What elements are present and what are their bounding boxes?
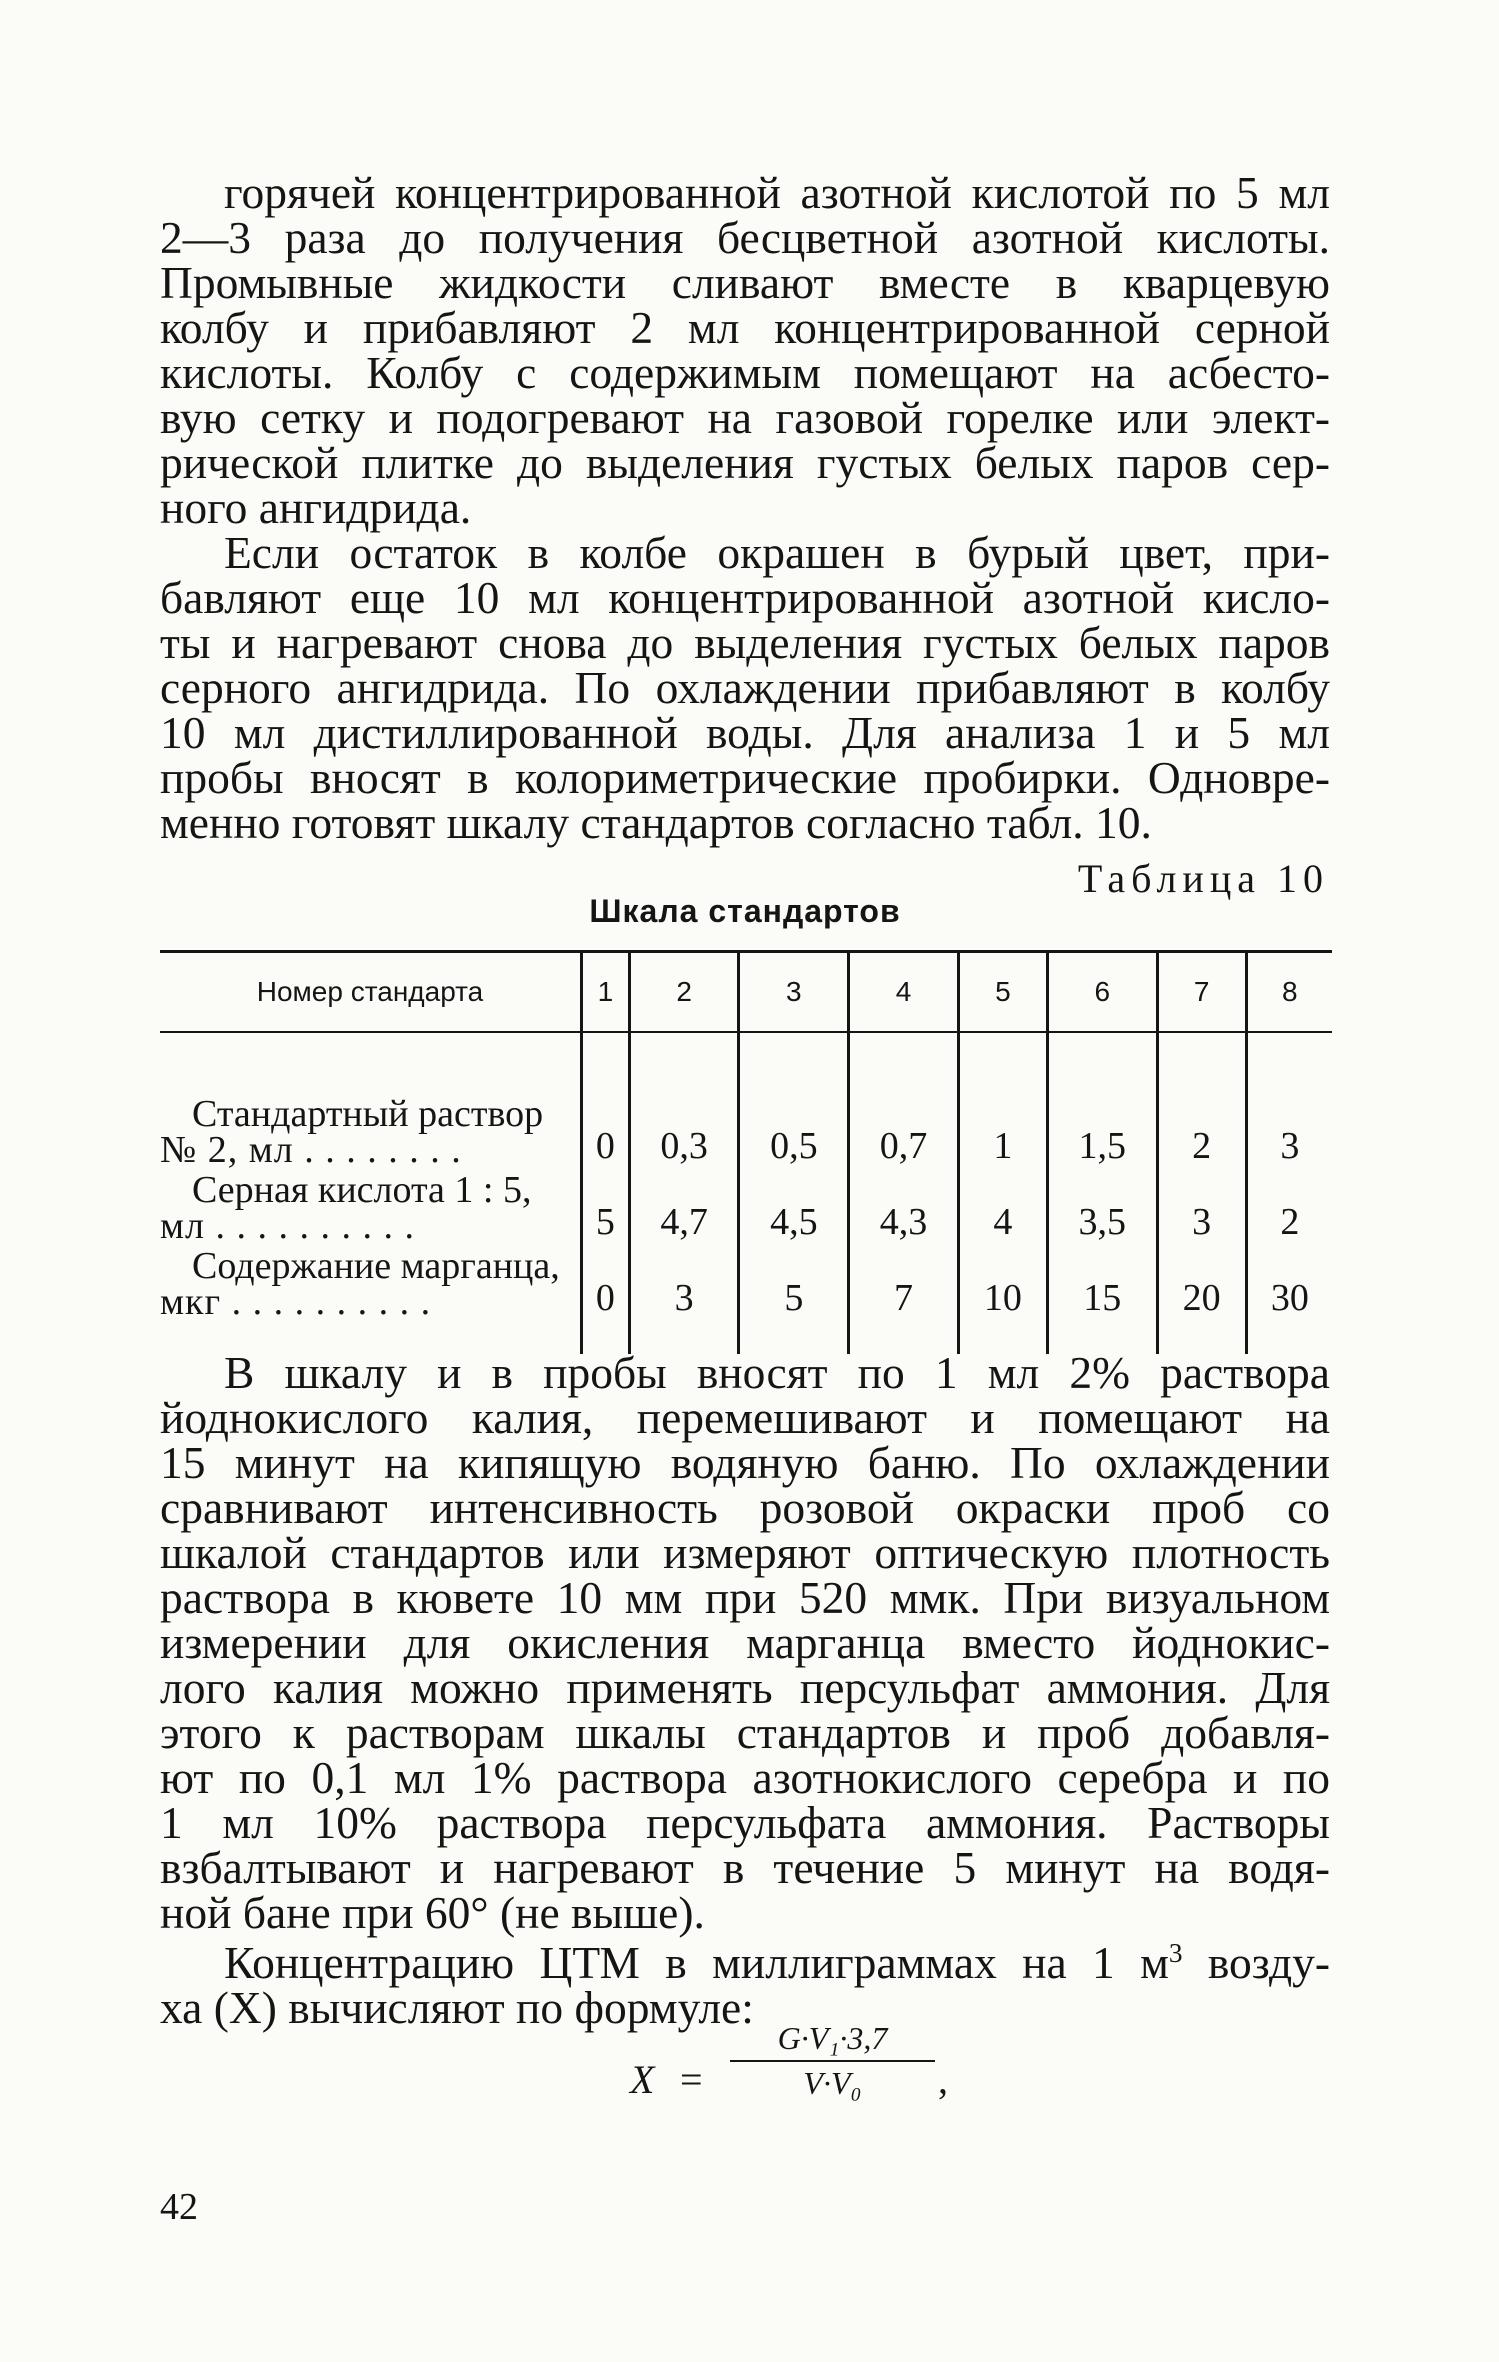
row-label — [160, 1244, 582, 1324]
text-line: ты и нагревают снова до выделения густых белых паров — [160, 617, 1330, 668]
table-header-col: 2 — [629, 952, 739, 1032]
table-header-col: 6 — [1047, 952, 1157, 1032]
table-cell: 3 — [1157, 1172, 1246, 1248]
row-label-line: мкг . . . . . . . . . . — [160, 1280, 432, 1323]
text-line: 2—3 раза до получения бесцветной азотной кислоты. — [160, 212, 1330, 263]
text-line — [160, 1937, 1330, 1988]
table-cell: 1 — [958, 1032, 1047, 1172]
page-number: 42 — [160, 2186, 198, 2228]
table-header-col: 3 — [739, 952, 849, 1032]
table-cell: 20 — [1157, 1248, 1246, 1324]
table-cell: 15 — [1047, 1248, 1157, 1324]
text-line: ха (X) вычисляют по формуле: — [160, 1982, 754, 2033]
text-line: измерении для окисления марганца вместо йоднокис- — [160, 1617, 1330, 1668]
row-label-line: № 2, мл . . . . . . . . — [160, 1128, 462, 1171]
table-header-row — [160, 952, 1332, 1032]
text-line: Если остаток в колбе окрашен в бурый цвет, при- — [224, 527, 1330, 578]
text-line: взбалтывают и нагревают в течение 5 минут на водя- — [160, 1842, 1330, 1893]
row-label-line: Серная кислота 1 : 5, — [192, 1168, 532, 1211]
text-line: раствора в кювете 10 мм при 520 ммк. При визуальном — [160, 1572, 1330, 1623]
text-line: йоднокислого калия, перемешивают и помещают на — [160, 1392, 1330, 1443]
text-line: ной бане при 60° (не выше). — [160, 1887, 705, 1938]
table-cell: 5 — [739, 1248, 849, 1324]
table-cell: 2 — [1246, 1172, 1332, 1248]
table-header-col: 8 — [1246, 952, 1332, 1032]
row-label-line: Содержание марганца, — [192, 1244, 560, 1287]
table-header-col: 7 — [1157, 952, 1246, 1032]
paragraph-4 — [160, 1937, 1330, 2033]
formula-equals: = — [680, 2057, 703, 2102]
text-line: бавляют еще 10 мл концентрированной азотной кисло- — [160, 572, 1330, 623]
fraction-bar — [730, 2060, 935, 2062]
formula-lhs: X — [630, 2057, 655, 2102]
table-cell: 30 — [1246, 1248, 1332, 1324]
text-line: ют по 0,1 мл 1% раствора азотнокислого серебра и по — [160, 1752, 1330, 1803]
table-cell: 7 — [849, 1248, 959, 1324]
table-header-label: Номер стандарта — [160, 952, 582, 1032]
paragraph-3 — [160, 1347, 1330, 1938]
text-line: лого калия можно применять персульфат аммония. Для — [160, 1662, 1330, 1713]
paragraph-2 — [160, 527, 1330, 848]
text-line: 1 мл 10% раствора персульфата аммония. Растворы — [160, 1797, 1330, 1848]
text-line: 10 мл дистиллированной воды. Для анализа 1 и 5 мл — [160, 707, 1330, 758]
table-cell: 4 — [958, 1172, 1047, 1248]
row-label-line: мл . . . . . . . . . . — [160, 1204, 416, 1247]
text-segment: возду- — [1182, 1937, 1330, 1988]
row-label — [160, 1032, 582, 1172]
text-line: ного ангидрида. — [160, 482, 472, 533]
text-line: этого к растворам шкалы стандартов и проб добавля- — [160, 1707, 1330, 1758]
table-cell: 0 — [582, 1032, 630, 1172]
formula-fraction — [730, 2020, 935, 2102]
table-cell: 3 — [1246, 1032, 1332, 1172]
table-header-col: 5 — [958, 952, 1047, 1032]
table-cell: 10 — [958, 1248, 1047, 1324]
table-cell: 0,3 — [629, 1032, 739, 1172]
table-cell: 4,3 — [849, 1172, 959, 1248]
text-line: горячей концентрированной азотной кислотой по 5 мл — [224, 167, 1330, 218]
table-cell: 1,5 — [1047, 1032, 1157, 1172]
table-cell: 3,5 — [1047, 1172, 1157, 1248]
table-cell: 5 — [582, 1172, 630, 1248]
text-line: рической плитке до выделения густых белых паров сер- — [160, 437, 1330, 488]
text-line: пробы вносят в колориметрические пробирки. Одновре- — [160, 752, 1330, 803]
text-line: 15 минут на кипящую водяную баню. По охлаждении — [160, 1437, 1330, 1488]
table-cell: 4,5 — [739, 1172, 849, 1248]
table-cell: 3 — [629, 1248, 739, 1324]
table-cell: 0,7 — [849, 1032, 959, 1172]
formula-numerator: G·V₁·3,7 — [777, 2020, 888, 2056]
formula-trail: , — [938, 2057, 948, 2102]
table-cell: 2 — [1157, 1032, 1246, 1172]
row-label — [160, 1168, 582, 1248]
table-row — [160, 1248, 1332, 1324]
text-segment: Концентрацию ЦТМ в миллиграммах на 1 м — [224, 1937, 1169, 1988]
superscript: 3 — [1168, 1937, 1183, 1968]
text-line: сравнивают интенсивность розовой окраски проб со — [160, 1482, 1330, 1533]
table-cell: 4,7 — [629, 1172, 739, 1248]
table-title: Шкала стандартов — [589, 893, 901, 929]
text-line: кислоты. Колбу с содержимым помещают на асбесто- — [160, 347, 1330, 398]
formula-denominator: V·V₀ — [803, 2065, 862, 2101]
table-cell: 0 — [582, 1248, 630, 1324]
text-line: шкалой стандартов или измеряют оптическую плотность — [160, 1527, 1330, 1578]
table-header-col: 1 — [582, 952, 630, 1032]
text-line: Промывные жидкости сливают вместе в кварцевую — [160, 257, 1330, 308]
text-line: колбу и прибавляют 2 мл концентрированной серной — [160, 302, 1330, 353]
table-header-col: 4 — [849, 952, 959, 1032]
table-cell: 0,5 — [739, 1032, 849, 1172]
table-row — [160, 1032, 1332, 1172]
paragraph-1 — [160, 167, 1330, 533]
text-line: вую сетку и подогревают на газовой горелке или элект- — [160, 392, 1330, 443]
text-line: менно готовят шкалу стандартов согласно табл. 10. — [160, 797, 1152, 848]
table-row — [160, 1172, 1332, 1248]
text-line: В шкалу и в пробы вносят по 1 мл 2% раствора — [224, 1347, 1330, 1398]
text-line: серного ангидрида. По охлаждении прибавляют в колбу — [160, 662, 1330, 713]
table-caption: Таблица 10 — [1077, 856, 1329, 901]
standards-table — [160, 950, 1332, 1354]
row-label-line: Стандартный раствор — [192, 1092, 544, 1135]
